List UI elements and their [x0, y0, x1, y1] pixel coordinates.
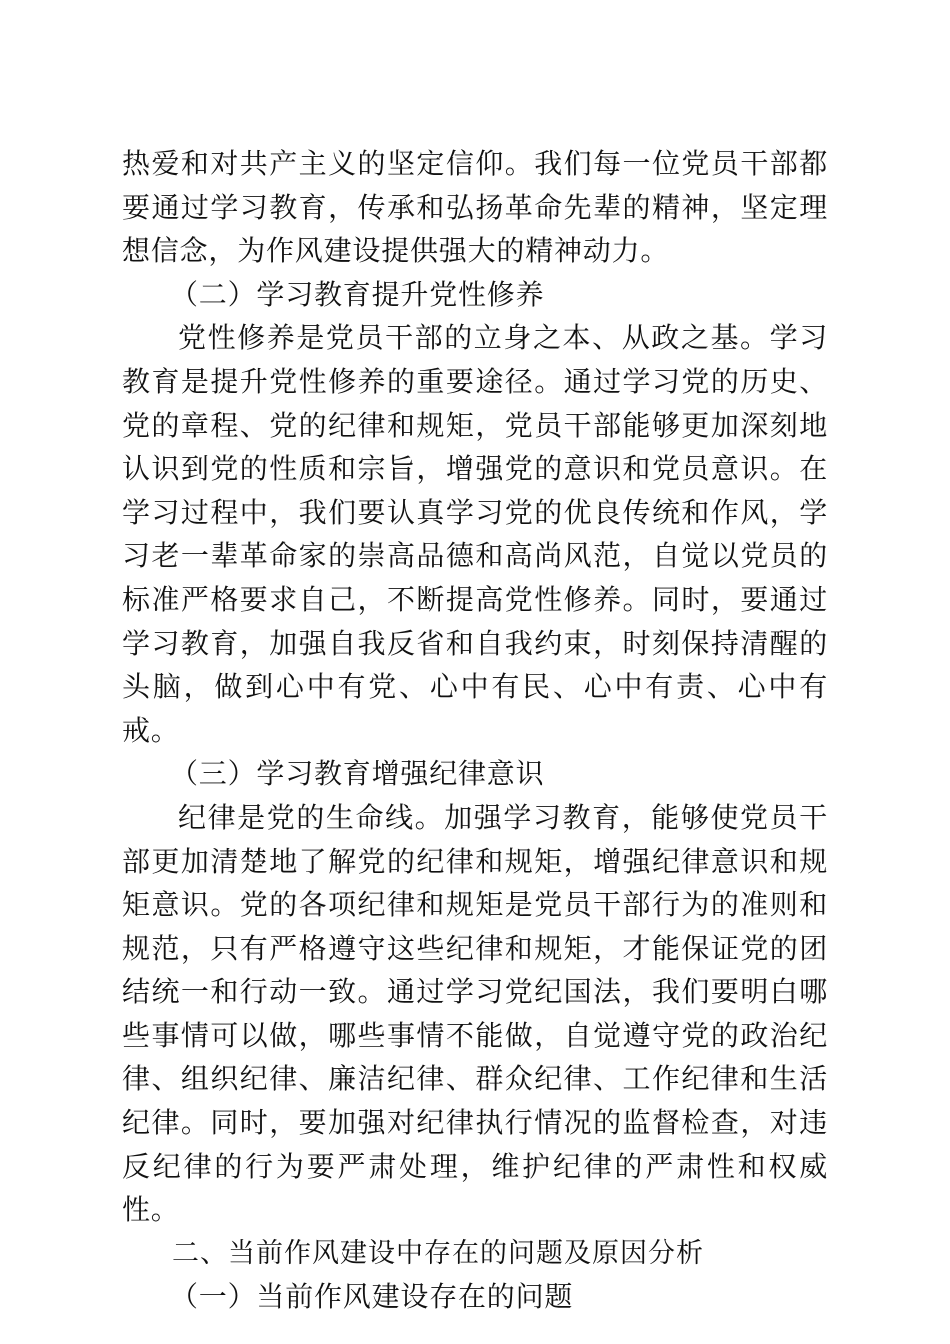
document-body [122, 142, 828, 1319]
section-heading-3: （三）学习教育增强纪律意识 [170, 757, 545, 791]
section-heading-1-problems: （一）当前作风建设存在的问题 [170, 1280, 574, 1314]
section-heading-2: （二）学习教育提升党性修养 [170, 277, 545, 311]
body-paragraph-party-cultivation: 党性修养是党员干部的立身之本、从政之基。学习教育是提升党性修养的重要途径。通过学习党的历史、党的章程、党的纪律和规矩，党员干部能够更加深刻地认识到党的性质和宗旨，增强党的意识和党员意识。在学习过程中，我们要认真学习党的优良传统和作风，学习老一辈革命家的崇高品德和高尚风范，自觉以党员的标准严格要求自己，不断提高党性修养。同时，要通过学习教育，加强自我反省和自我约束，时刻保持清醒的头脑，做到心中有党、心中有民、心中有责、心中有戒。 [122, 321, 828, 747]
continued-paragraph: 热爱和对共产主义的坚定信仰。我们每一位党员干部都要通过学习教育，传承和弘扬革命先辈的精神，坚定理想信念，为作风建设提供强大的精神动力。 [122, 147, 828, 268]
body-paragraph-discipline: 纪律是党的生命线。加强学习教育，能够使党员干部更加清楚地了解党的纪律和规矩，增强纪律意识和规矩意识。党的各项纪律和规矩是党员干部行为的准则和规范，只有严格遵守这些纪律和规矩，才能保证党的团结统一和行动一致。通过学习党纪国法，我们要明白哪些事情可以做，哪些事情不能做，自觉遵守党的政治纪律、组织纪律、廉洁纪律、群众纪律、工作纪律和生活纪律。同时，要加强对纪律执行情况的监督检查，对违反纪律的行为要严肃处理，维护纪律的严肃性和权威性。 [122, 800, 828, 1227]
chapter-heading-2: 二、当前作风建设中存在的问题及原因分析 [172, 1237, 704, 1269]
